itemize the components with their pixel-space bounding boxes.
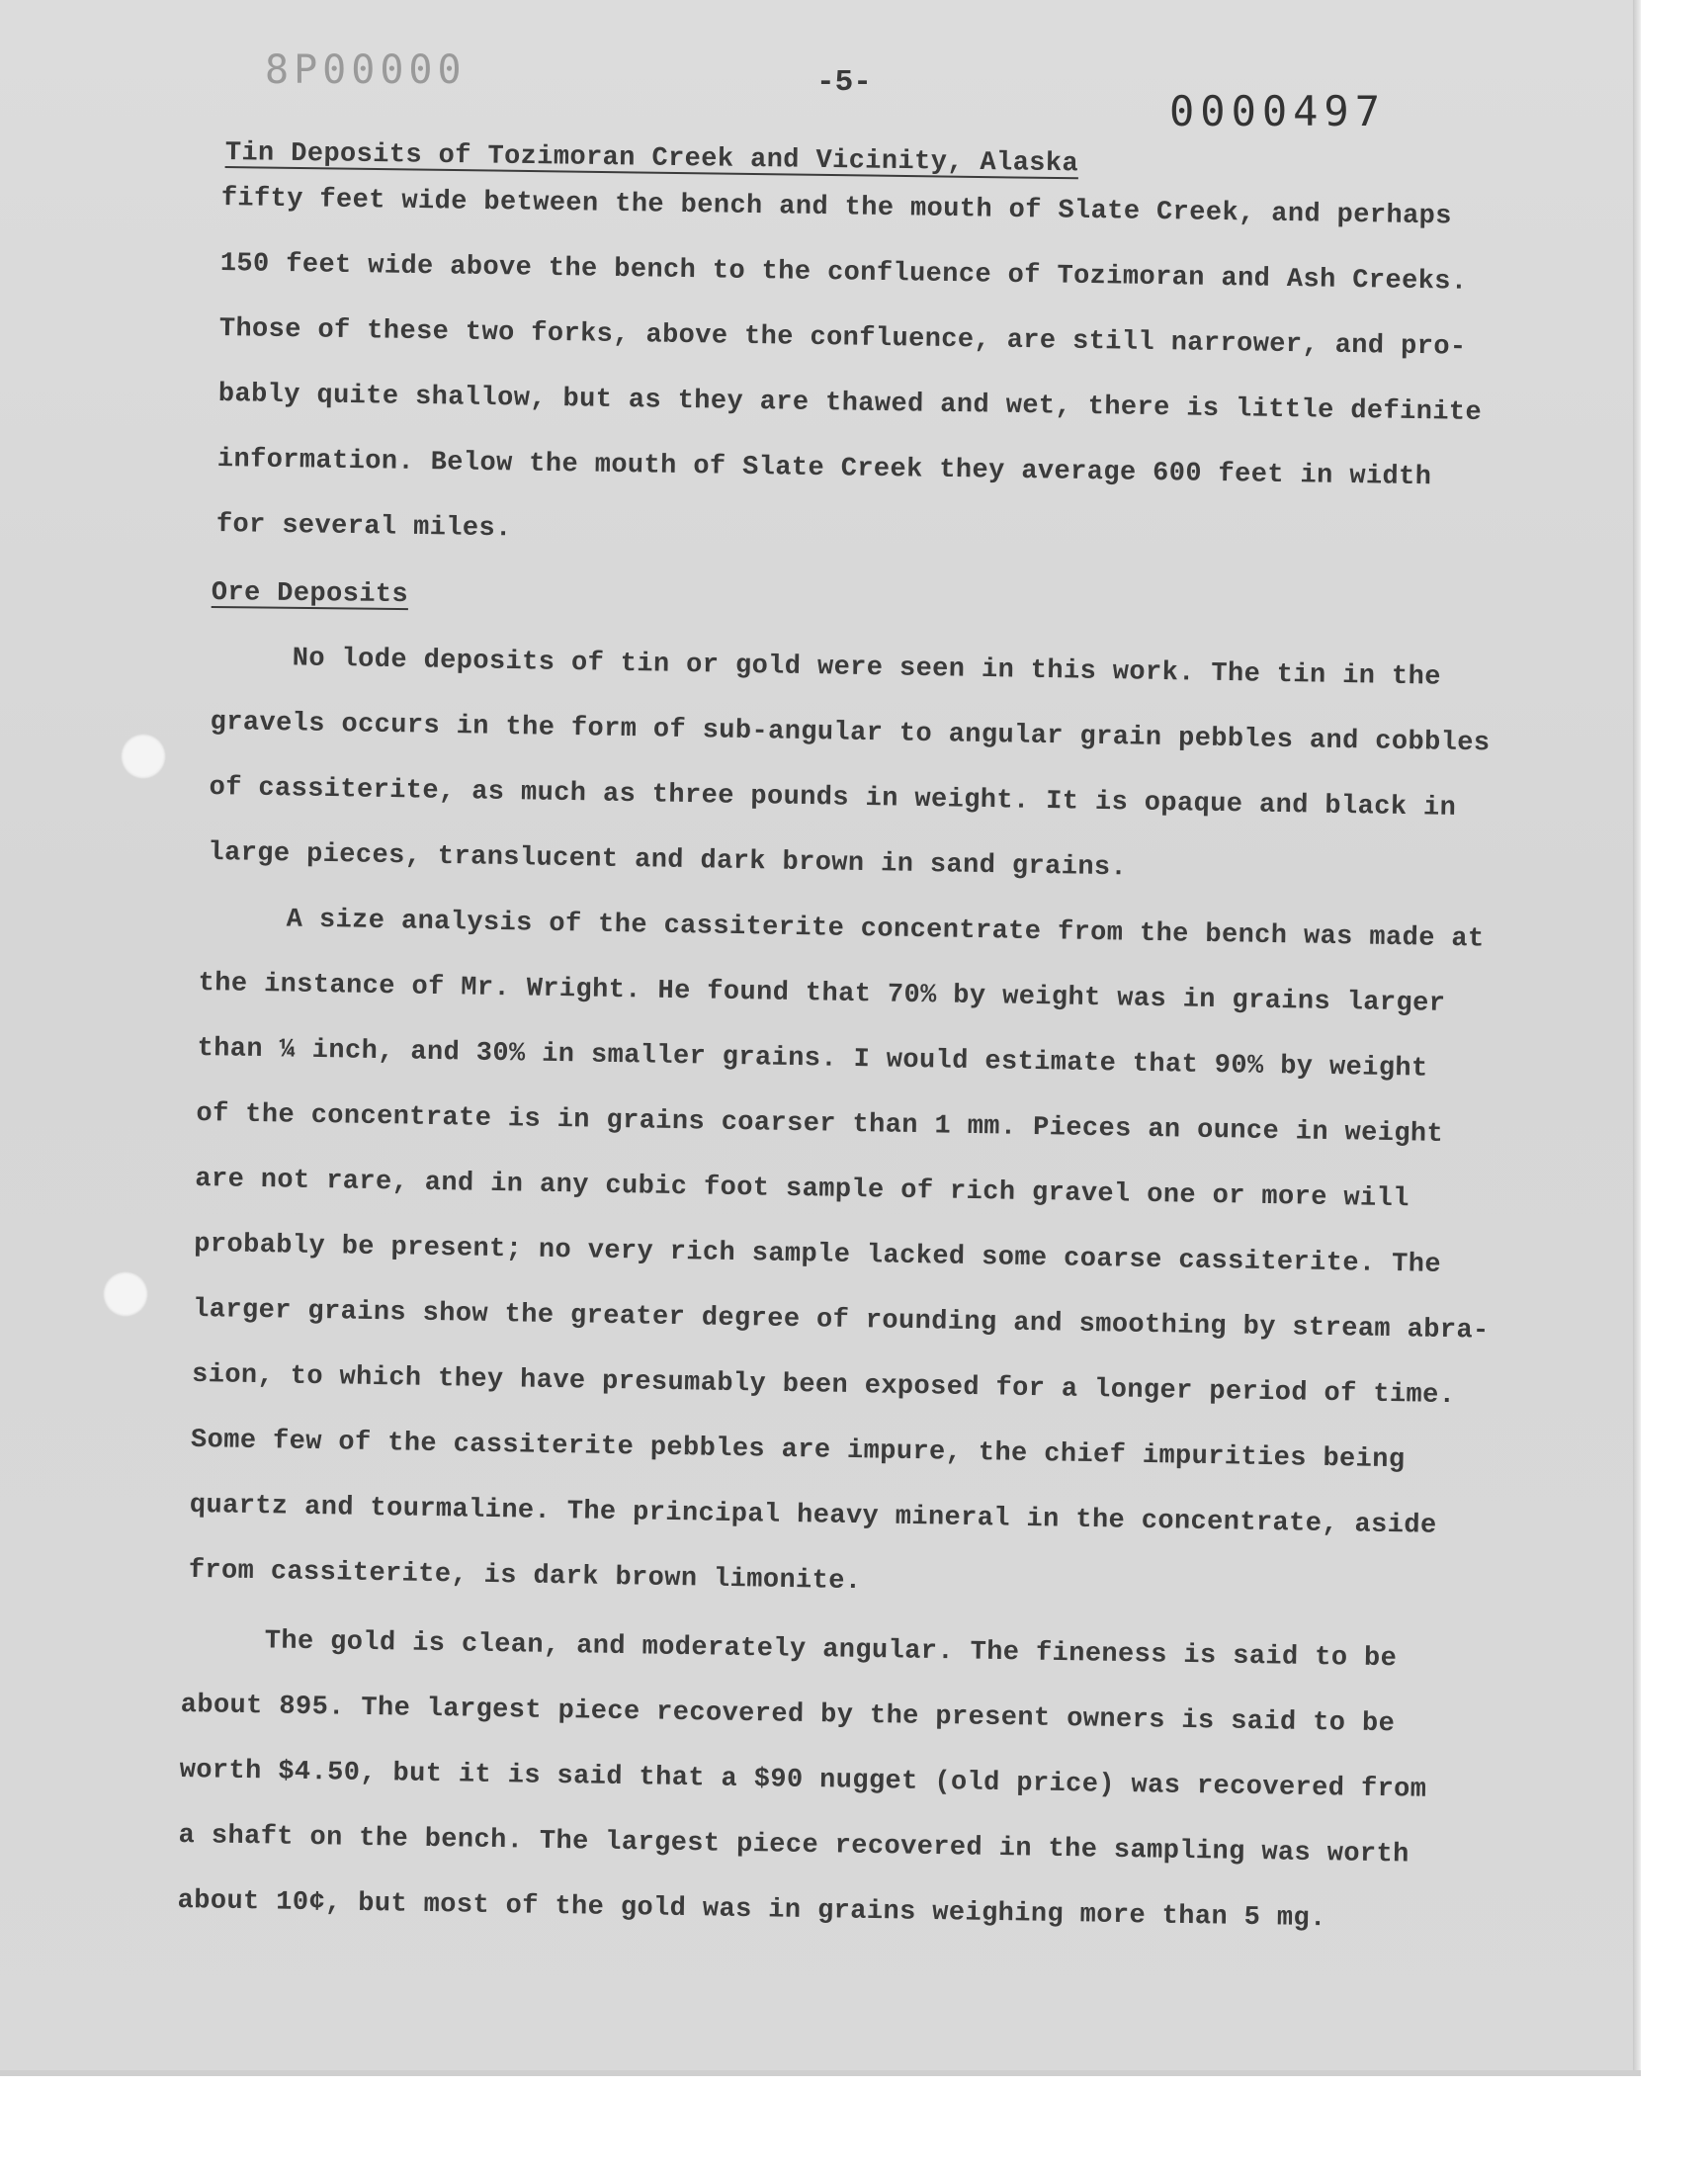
text-line: bably quite shallow, but as they are thawed and wet, there is little definite (217, 379, 1483, 428)
text-line: quartz and tourmaline. The principal heavy mineral in the concentrate, aside (189, 1490, 1437, 1541)
punch-hole-icon (121, 734, 166, 779)
text-line: are not rare, and in any cubic foot sample of rich gravel one or more will (195, 1164, 1410, 1215)
text-line: fifty feet wide between the bench and the mouth of Slate Creek, and perhaps (220, 184, 1453, 232)
text-line: No lode deposits of tin or gold were seen in this work. The tin in the (292, 644, 1442, 693)
page-number: -5- (816, 65, 872, 100)
text-line: of cassiterite, as much as three pounds in weight. It is opaque and black in (209, 772, 1457, 824)
text-line: for several miles. (215, 509, 512, 545)
text-line: A size analysis of the cassiterite concentrate from the bench was made at (286, 905, 1485, 955)
text-line: of the concentrate is in grains coarser than 1 mm. Pieces an ounce in weight (196, 1098, 1444, 1150)
section-heading: Ore Deposits (211, 578, 409, 611)
text-line: 150 feet wide above the bench to the confluence of Tozimoran and Ash Creeks. (219, 248, 1468, 298)
text-line: than ¼ inch, and 30% in smaller grains. I would estimate that 90% by weight (197, 1033, 1428, 1085)
text-line: Those of these two forks, above the confluence, are still narrower, and pro- (218, 313, 1467, 363)
text-line: the instance of Mr. Wright. He found that 70% by weight was in grains larger (198, 968, 1446, 1019)
text-line: about 895. The largest piece recovered by the present owners is said to be (180, 1690, 1396, 1740)
page-edge-bottom (0, 2070, 1641, 2076)
text-line: The gold is clean, and moderately angular. The fineness is said to be (264, 1626, 1398, 1675)
text-line: worth $4.50, but it is said that a $90 nugget (old price) was recovered from (179, 1755, 1427, 1805)
text-line: from cassiterite, is dark brown limonite. (188, 1555, 862, 1598)
text-line: large pieces, translucent and dark brown in sand grains. (208, 837, 1128, 884)
document-stamp-right: 0000497 (1169, 87, 1387, 135)
text-line: larger grains show the greater degree of rounding and smoothing by stream abra- (192, 1294, 1490, 1347)
text-line: probably be present; no very rich sample lacked some coarse cassiterite. The (194, 1229, 1442, 1280)
text-line: a shaft on the bench. The largest piece recovered in the sampling was worth (178, 1820, 1409, 1870)
text-line: gravels occurs in the form of sub-angular to angular grain pebbles and cobbles (210, 707, 1491, 759)
document-stamp-left: 8P00000 (265, 47, 467, 93)
punch-hole-icon (103, 1271, 148, 1317)
running-head: Tin Deposits of Tozimoran Creek and Vicinity, Alaska (224, 138, 1079, 180)
text-line: about 10¢, but most of the gold was in grains weighing more than 5 mg. (177, 1885, 1326, 1935)
text-line: information. Below the mouth of Slate Creek they average 600 feet in width (216, 444, 1432, 493)
text-line: Some few of the cassiterite pebbles are impure, the chief impurities being (190, 1425, 1406, 1476)
page-edge-right (1633, 0, 1641, 2076)
text-line: sion, to which they have presumably been exposed for a longer period of time. (191, 1359, 1456, 1412)
